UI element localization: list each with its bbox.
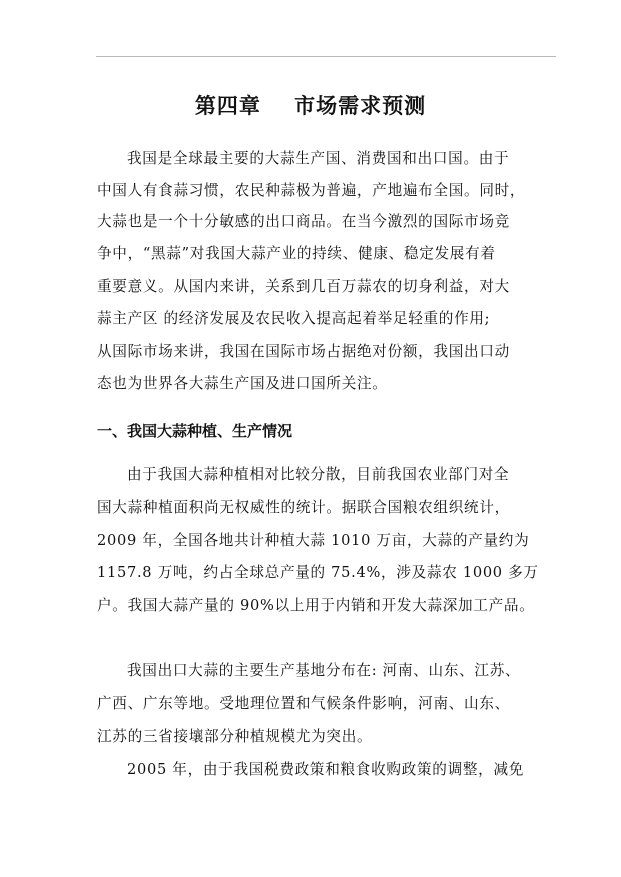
paragraph-2-line-2: 国大蒜种植面积尚无权威性的统计。据联合国粮农组织统计， xyxy=(97,499,510,516)
paragraph-1-line-6: 蒜主产区 的经济发展及农民收入提高起着举足轻重的作用; xyxy=(97,310,491,327)
paragraph-1-line-4: 争中，“黑蒜”对我国大蒜产业的持续、健康、稳定发展有着 xyxy=(97,245,496,262)
chapter-title: 第四章 市场需求预测 xyxy=(194,94,427,118)
paragraph-2-line-4: 1157.8 万吨，约占全球总产量的 75.4%，涉及蒜农 1000 多万 xyxy=(97,564,539,581)
header-rule xyxy=(96,56,556,57)
section-heading: 一、我国大蒜种植、生产情况 xyxy=(97,422,293,440)
paragraph-1-line-8: 态也为世界各大蒜生产国及进口国所关注。 xyxy=(97,375,388,392)
paragraph-2-line-1: 由于我国大蒜种植相对比较分散，目前我国农业部门对全 xyxy=(127,466,510,483)
paragraph-1-line-5: 重要意义。从国内来讲，关系到几百万蒜农的切身利益，对大 xyxy=(97,278,510,295)
paragraph-1-line-7: 从国际市场来讲，我国在国际市场占据绝对份额，我国出口动 xyxy=(97,343,510,360)
paragraph-1-line-1: 我国是全球最主要的大蒜生产国、消费国和出口国。由于 xyxy=(127,150,510,167)
paragraph-3-line-3: 江苏的三省接壤部分种植规模尤为突出。 xyxy=(97,728,373,745)
paragraph-2-line-3: 2009 年，全国各地共计种植大蒜 1010 万亩，大蒜的产量约为 xyxy=(97,532,530,549)
paragraph-2-line-5: 户。我国大蒜产量的 90%以上用于内销和开发大蒜深加工产品。 xyxy=(97,597,535,614)
paragraph-3-line-2: 广西、广东等地。受地理位置和气候条件影响，河南、山东、 xyxy=(97,695,510,712)
paragraph-1-line-2: 中国人有食蒜习惯，农民种蒜极为普遍，产地遍布全国。同时， xyxy=(97,182,526,199)
paragraph-4-line-1: 2005 年，由于我国税费政策和粮食收购政策的调整，减免 xyxy=(127,761,525,778)
paragraph-3-line-1: 我国出口大蒜的主要生产基地分布在: 河南、山东、江苏、 xyxy=(127,662,521,679)
paragraph-1-line-3: 大蒜也是一个十分敏感的出口商品。在当今激烈的国际市场竞 xyxy=(97,213,510,230)
